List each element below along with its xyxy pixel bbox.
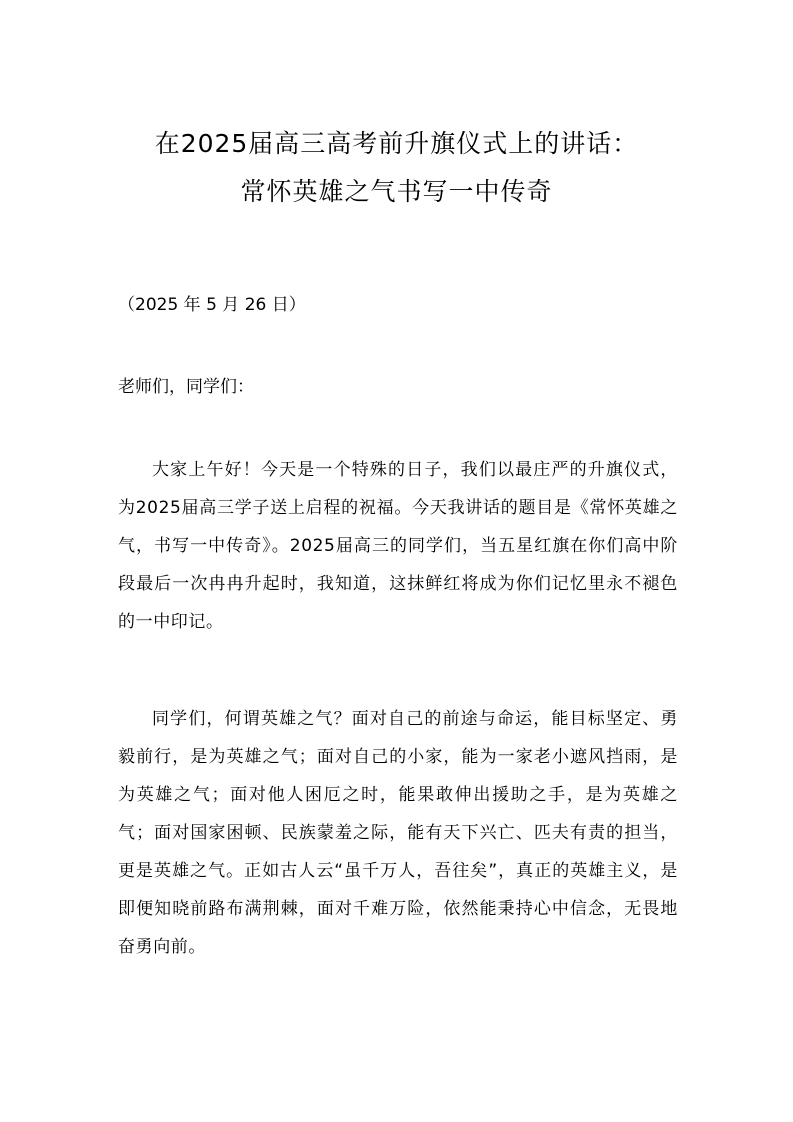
- speech-date: （2025 年 5 月 26 日）: [118, 295, 306, 315]
- body-paragraph: 同学们，何谓英雄之气？面对自己的前途与命运，能目标坚定、勇毅前行，是为英雄之气；面对自己的小家，能为一家老小遮风挡雨，是为英雄之气；面对他人困厄之时，能果敢伸出援助之手，是为英雄之气；面对国家困顿、民族蒙羞之际，能有天下兴亡、匹夫有责的担当，更是英雄之气。正如古人云“虽千万人，吾往矣”，真正的英雄主义，是即便知晓前路布满荆棘，面对千难万险，依然能秉持心中信念，无畏地奋勇向前。: [118, 709, 678, 957]
- document-title-line-1: 在2025届高三高考前升旗仪式上的讲话：: [154, 129, 639, 158]
- body-paragraph: 大家上午好！今天是一个特殊的日子，我们以最庄严的升旗仪式，为2025届高三学子送上启程的祝福。今天我讲话的题目是《常怀英雄之气，书写一中传奇》。2025届高三的同学们，当五星红旗在你们高中阶段最后一次冉冉升起时，我知道，这抹鲜红将成为你们记忆里永不褪色的一中印记。: [118, 460, 678, 632]
- salutation: 老师们，同学们：: [118, 377, 254, 397]
- document-title-line-2: 常怀英雄之气书写一中传奇: [240, 177, 553, 206]
